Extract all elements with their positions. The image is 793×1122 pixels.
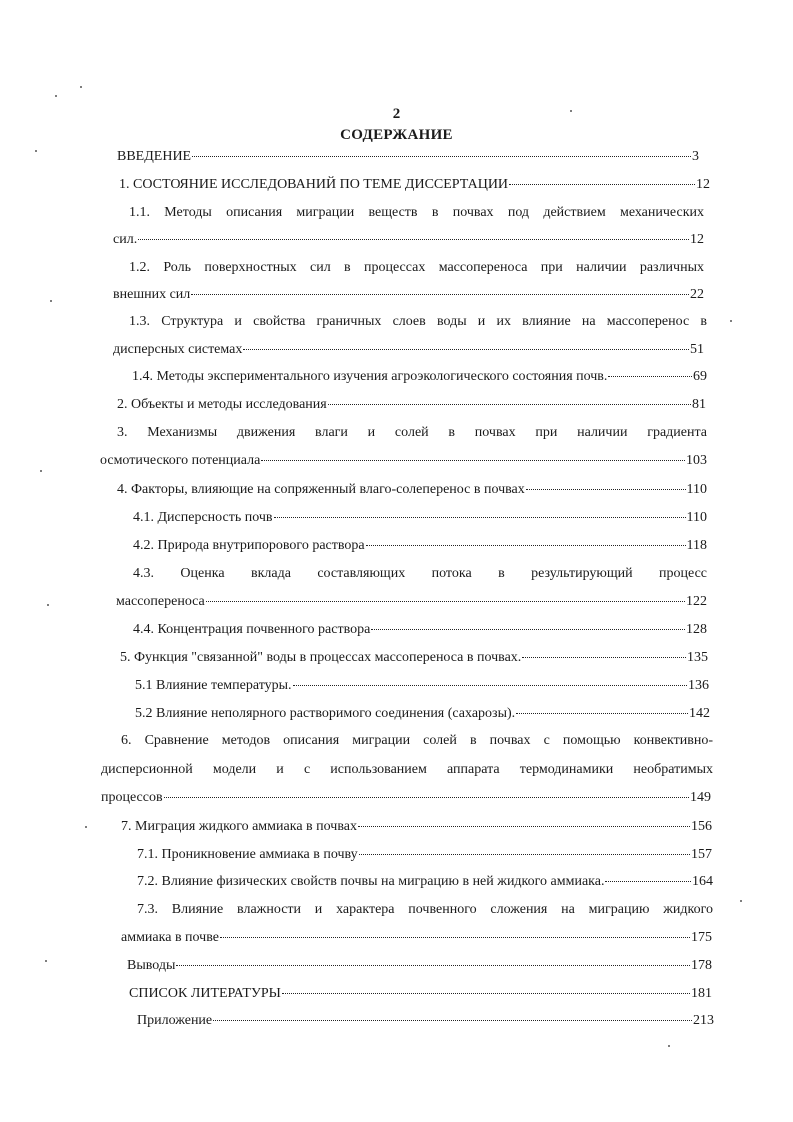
toc-entry-section-7-1 bbox=[137, 847, 712, 863]
toc-entry-page: 213 bbox=[693, 1013, 714, 1028]
toc-entry-page: 118 bbox=[686, 538, 707, 553]
scan-speck bbox=[50, 300, 52, 302]
toc-entry-title: 1. СОСТОЯНИЕ ИССЛЕДОВАНИЙ ПО ТЕМЕ ДИССЕРТАЦИИ bbox=[119, 177, 509, 192]
toc-entry-page: 110 bbox=[686, 482, 707, 497]
toc-entry-section-4-3-line-1: 4.3. Оценка вклада составляющих потока в результирующий процесс bbox=[133, 566, 707, 581]
toc-entry-title: осмотического потенциала bbox=[100, 453, 261, 468]
toc-entry-section-1-3-line-1: 1.3. Структура и свойства граничных слоев воды и их влияние на массоперенос в bbox=[129, 314, 707, 329]
toc-entry-page: 12 bbox=[696, 177, 710, 192]
toc-entry-title: ВВЕДЕНИЕ bbox=[117, 149, 192, 164]
toc-entry-title: Приложение bbox=[137, 1013, 213, 1028]
dot-leader bbox=[605, 881, 691, 882]
dot-leader bbox=[220, 937, 690, 938]
dot-leader bbox=[371, 629, 685, 630]
dot-leader bbox=[526, 489, 686, 490]
scan-speck bbox=[730, 320, 732, 322]
toc-entry-page: 12 bbox=[690, 232, 704, 247]
toc-entry-page: 175 bbox=[691, 930, 712, 945]
page-title: СОДЕРЖАНИЕ bbox=[340, 127, 453, 143]
toc-entry-section-7-3 bbox=[121, 930, 712, 946]
dot-leader bbox=[358, 826, 690, 827]
dot-leader bbox=[328, 404, 691, 405]
toc-entry-page: 157 bbox=[691, 847, 712, 862]
toc-entry-appendix bbox=[137, 1013, 714, 1029]
dot-leader bbox=[516, 713, 688, 714]
toc-entry-chapter-6 bbox=[101, 790, 711, 806]
dot-leader bbox=[213, 1020, 692, 1021]
toc-entry-title: сил. bbox=[113, 232, 138, 247]
toc-entry-title: 5. Функция "связанной" воды в процессах массопереноса в почвах. bbox=[120, 650, 522, 665]
toc-entry-title: 2. Объекты и методы исследования bbox=[117, 397, 327, 412]
toc-entry-page: 22 bbox=[690, 287, 704, 302]
toc-entry-page: 110 bbox=[686, 510, 707, 525]
toc-entry-title: массопереноса bbox=[116, 594, 205, 609]
scan-speck bbox=[668, 1045, 670, 1047]
dot-leader bbox=[293, 685, 687, 686]
toc-entry-page: 178 bbox=[691, 958, 712, 973]
toc-entry-chapter-2 bbox=[117, 397, 706, 413]
toc-entry-section-4-4 bbox=[133, 622, 707, 638]
scan-speck bbox=[85, 826, 87, 828]
toc-entry-section-1-4 bbox=[132, 369, 707, 385]
toc-entry-page: 142 bbox=[689, 706, 710, 721]
toc-entry-section-5-2 bbox=[135, 706, 710, 722]
toc-entry-section-7-2 bbox=[137, 874, 713, 890]
dot-leader bbox=[243, 349, 689, 350]
toc-entry-title: аммиака в почве bbox=[121, 930, 219, 945]
toc-entry-section-1-1-line-1: 1.1. Методы описания миграции веществ в почвах под действием механических bbox=[129, 205, 704, 220]
dot-leader bbox=[192, 156, 691, 157]
toc-entry-page: 51 bbox=[690, 342, 704, 357]
page-number: 2 bbox=[392, 106, 401, 122]
scan-speck bbox=[570, 110, 572, 112]
toc-entry-title: СПИСОК ЛИТЕРАТУРЫ bbox=[129, 986, 281, 1001]
scan-speck bbox=[47, 604, 49, 606]
dot-leader bbox=[522, 657, 686, 658]
toc-entry-title: дисперсных системах bbox=[113, 342, 243, 357]
toc-entry-title: 7.2. Влияние физических свойств почвы на миграцию в ней жидкого аммиака. bbox=[137, 874, 605, 889]
toc-entry-chapter-7 bbox=[121, 819, 712, 835]
toc-entry-page: 136 bbox=[688, 678, 709, 693]
toc-entry-title: 4.1. Дисперсность почв bbox=[133, 510, 273, 525]
toc-entry-section-4-1 bbox=[133, 510, 707, 526]
toc-entry-title: 4.2. Природа внутрипорового раствора bbox=[133, 538, 365, 553]
toc-entry-chapter-4 bbox=[117, 482, 707, 498]
toc-entry-page: 81 bbox=[692, 397, 706, 412]
dot-leader bbox=[206, 601, 685, 602]
toc-entry-page: 69 bbox=[693, 369, 707, 384]
scan-speck bbox=[45, 960, 47, 962]
toc-entry-section-1-2 bbox=[113, 287, 704, 303]
toc-entry-introduction bbox=[117, 149, 699, 165]
toc-entry-page: 181 bbox=[691, 986, 712, 1001]
dot-leader bbox=[261, 460, 685, 461]
toc-entry-title: 5.2 Влияние неполярного растворимого соединения (сахарозы). bbox=[135, 706, 516, 721]
dot-leader bbox=[176, 965, 690, 966]
dot-leader bbox=[274, 517, 686, 518]
toc-entry-section-1-3 bbox=[113, 342, 704, 358]
toc-entry-page: 128 bbox=[686, 622, 707, 637]
toc-entry-page: 135 bbox=[687, 650, 708, 665]
dot-leader bbox=[164, 797, 689, 798]
scan-speck bbox=[80, 86, 82, 88]
toc-entry-chapter-6-line-2: дисперсионной модели и с использованием аппарата термодинамики необратимых bbox=[101, 762, 713, 777]
toc-entry-section-7-3-line-1: 7.3. Влияние влажности и характера почвенного сложения на миграцию жидкого bbox=[137, 902, 713, 917]
toc-entry-chapter-6-line-1: 6. Сравнение методов описания миграции солей в почвах с помощью конвективно- bbox=[121, 733, 713, 748]
toc-entry-title: 4. Факторы, влияющие на сопряженный влаго-солеперенос в почвах bbox=[117, 482, 525, 497]
scan-speck bbox=[35, 150, 37, 152]
toc-entry-title: 7.1. Проникновение аммиака в почву bbox=[137, 847, 358, 862]
toc-entry-title: 5.1 Влияние температуры. bbox=[135, 678, 292, 693]
toc-entry-section-4-2 bbox=[133, 538, 707, 554]
toc-entry-page: 122 bbox=[686, 594, 707, 609]
toc-entry-page: 103 bbox=[686, 453, 707, 468]
dot-leader bbox=[608, 376, 692, 377]
toc-entry-chapter-3-line-1: 3. Механизмы движения влаги и солей в почвах при наличии градиента bbox=[117, 425, 707, 440]
toc-entry-section-1-1 bbox=[113, 232, 704, 248]
dot-leader bbox=[366, 545, 686, 546]
toc-entry-section-5-1 bbox=[135, 678, 709, 694]
dot-leader bbox=[509, 184, 695, 185]
scan-speck bbox=[55, 95, 57, 97]
toc-entry-title: процессов bbox=[101, 790, 163, 805]
toc-entry-page: 149 bbox=[690, 790, 711, 805]
toc-entry-title: 7. Миграция жидкого аммиака в почвах bbox=[121, 819, 357, 834]
toc-entry-chapter-5 bbox=[120, 650, 708, 666]
toc-entry-page: 3 bbox=[692, 149, 699, 164]
toc-entry-title: внешних сил bbox=[113, 287, 191, 302]
toc-entry-chapter-3 bbox=[100, 453, 707, 469]
toc-entry-page: 156 bbox=[691, 819, 712, 834]
toc-entry-page: 164 bbox=[692, 874, 713, 889]
toc-entry-title: Выводы bbox=[127, 958, 176, 973]
toc-entry-title: 1.4. Методы экспериментального изучения агроэкологического состояния почв. bbox=[132, 369, 608, 384]
toc-entry-section-1-2-line-1: 1.2. Роль поверхностных сил в процессах массопереноса при наличии различных bbox=[129, 260, 704, 275]
dot-leader bbox=[359, 854, 690, 855]
toc-entry-references bbox=[129, 986, 712, 1002]
dot-leader bbox=[282, 993, 690, 994]
scan-speck bbox=[40, 470, 42, 472]
dot-leader bbox=[191, 294, 689, 295]
scan-speck bbox=[740, 900, 742, 902]
toc-entry-conclusions bbox=[127, 958, 712, 974]
toc-entry-title: 4.4. Концентрация почвенного раствора bbox=[133, 622, 371, 637]
toc-entry-section-4-3 bbox=[116, 594, 707, 610]
dot-leader bbox=[138, 239, 689, 240]
toc-entry-chapter-1 bbox=[119, 177, 710, 193]
